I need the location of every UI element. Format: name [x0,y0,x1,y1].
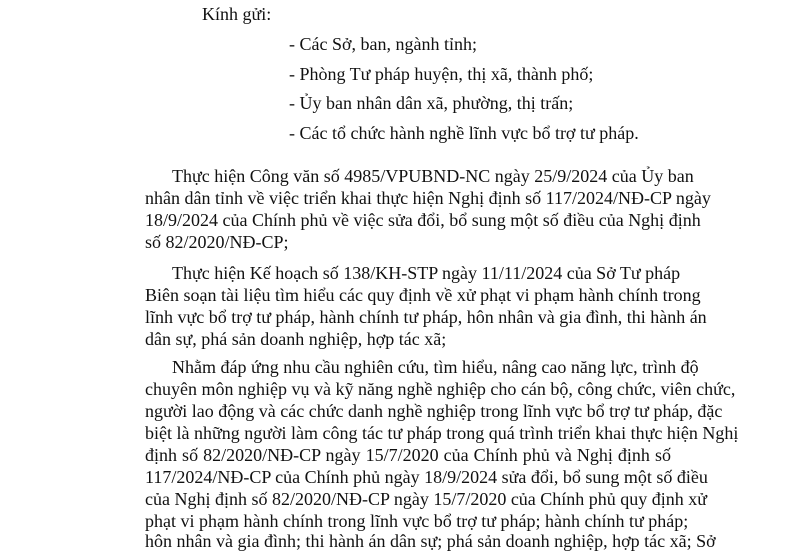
paragraph-line: phạt vi phạm hành chính trong lĩnh vực bổ trợ tư pháp; hành chính tư pháp; [145,511,689,531]
paragraph-line: chuyên môn nghiệp vụ và kỹ năng nghề nghiệp cho cán bộ, công chức, viên chức, [145,379,736,399]
paragraph-line: người lao động và các chức danh nghề nghiệp trong lĩnh vực bổ trợ tư pháp, đặc [145,401,723,421]
paragraph-line: số 82/2020/NĐ-CP; [145,232,289,252]
recipient-item: - Các tổ chức hành nghề lĩnh vực bổ trợ tư pháp. [289,123,639,143]
paragraph-line: Thực hiện Kế hoạch số 138/KH-STP ngày 11/11/2024 của Sở Tư pháp [172,263,681,283]
paragraph-line: của Nghị định số 82/2020/NĐ-CP ngày 15/7/2020 của Chính phủ quy định xử [145,489,708,509]
recipient-item: - Các Sở, ban, ngành tỉnh; [289,34,477,54]
paragraph-line: Biên soạn tài liệu tìm hiểu các quy định về xử phạt vi phạm hành chính trong [145,285,701,305]
paragraph-line: 18/9/2024 của Chính phủ về việc sửa đổi, bổ sung một số điều của Nghị định [145,210,701,230]
salutation: Kính gửi: [202,4,272,24]
recipient-item: - Ủy ban nhân dân xã, phường, thị trấn; [289,93,574,113]
paragraph-line: định số 82/2020/NĐ-CP ngày 15/7/2020 của Chính phủ và Nghị định số [145,445,671,465]
paragraph-line: nhân dân tỉnh về việc triển khai thực hiện Nghị định số 117/2024/NĐ-CP ngày [145,188,711,208]
paragraph-line: dân sự, phá sản doanh nghiệp, hợp tác xã; [145,329,447,349]
paragraph-line: 117/2024/NĐ-CP của Chính phủ ngày 18/9/2024 sửa đổi, bổ sung một số điều [145,467,708,487]
paragraph-line: biệt là những người làm công tác tư pháp trong quá trình triển khai thực hiện Nghị [145,423,739,443]
paragraph-line: lĩnh vực bổ trợ tư pháp, hành chính tư pháp, hôn nhân và gia đình, thi hành án [145,307,707,327]
paragraph-line: hôn nhân và gia đình; thi hành án dân sự; phá sản doanh nghiệp, hợp tác xã; Sở [145,531,716,551]
recipient-item: - Phòng Tư pháp huyện, thị xã, thành phố; [289,64,594,84]
paragraph-line: Thực hiện Công văn số 4985/VPUBND-NC ngày 25/9/2024 của Ủy ban [172,166,694,186]
paragraph-line: Nhằm đáp ứng nhu cầu nghiên cứu, tìm hiểu, nâng cao năng lực, trình độ [172,357,699,377]
